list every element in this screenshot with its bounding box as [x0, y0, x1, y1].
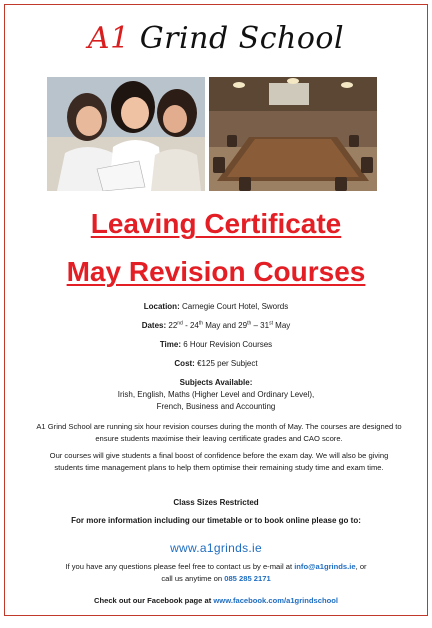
students-photo — [47, 77, 205, 191]
facebook-link[interactable]: www.facebook.com/a1grindschool — [213, 596, 339, 605]
date-2: 24 — [189, 321, 199, 330]
website-link[interactable]: www.a1grinds.ie — [170, 541, 262, 555]
dates-row — [5, 320, 427, 332]
cost-value: €125 per Subject — [197, 359, 258, 368]
date-dash-1: - — [182, 321, 190, 330]
date-3-suffix: th — [247, 320, 252, 327]
phone-number[interactable]: 085 285 2171 — [224, 573, 271, 583]
conference-room-photo — [209, 77, 377, 191]
date-2-suffix: th — [198, 320, 204, 327]
time-value: 6 Hour Revision Courses — [183, 340, 273, 349]
date-end: May — [272, 321, 291, 330]
subjects-line-1: Irish, English, Maths (Higher Level and Ordinary Level), — [117, 390, 315, 399]
date-4-suffix: st — [269, 320, 273, 327]
intro-paragraph: A1 Grind School are running six hour revision courses during the month of May. The courses are designed to ensure students maximise their leaving certificate grades and CAO score. — [36, 422, 402, 443]
date-1: 22 — [168, 321, 178, 330]
cost-label: Cost: — [174, 359, 195, 368]
date-mid: May and — [203, 321, 239, 330]
dates-label: Dates: — [141, 321, 167, 330]
flyer-page — [4, 4, 428, 616]
contact-info — [5, 561, 427, 584]
contact-email-pre: If you have any questions please feel free to contact us by e-mail at — [65, 562, 295, 571]
brand-logo — [5, 21, 427, 57]
class-sizes-note: Class Sizes Restricted — [173, 498, 259, 507]
cost-row — [5, 358, 427, 370]
time-label: Time: — [159, 340, 182, 349]
brand-a1: A1 — [87, 21, 130, 56]
location-label: Location: — [143, 302, 180, 311]
contact-line-2 — [5, 573, 427, 585]
location-row — [5, 301, 427, 313]
date-4: 31 — [260, 321, 270, 330]
headline-leaving-certificate: Leaving Certificate — [90, 208, 342, 239]
benefits-paragraph: Our courses will give students a final boost of confidence before the exam day. We will also be giving students time management plans to help them optimise their remaining study time and exam time. — [49, 451, 389, 472]
date-3: 29 — [238, 321, 248, 330]
course-details — [5, 301, 427, 413]
students-photo-illustration — [47, 77, 205, 191]
facebook-pre: Check out our Facebook page at — [93, 596, 214, 605]
date-dash-2: – — [251, 321, 261, 330]
brand-name: Grind School — [139, 21, 345, 56]
facebook-line — [5, 595, 427, 606]
subjects-label: Subjects Available: — [179, 378, 253, 387]
contact-line-1 — [5, 561, 427, 573]
subjects-line-2: French, Business and Accounting — [156, 402, 276, 411]
contact-email-post: , or — [355, 562, 367, 571]
headline-may-revision-courses: May Revision Courses — [66, 256, 366, 287]
conference-room-illustration — [209, 77, 377, 191]
more-info-note: For more information including our timetable or to book online please go to: — [71, 516, 361, 525]
contact-phone-pre: call us anytime on — [161, 573, 225, 583]
location-value: Carnegie Court Hotel, Swords — [181, 302, 289, 311]
email-link[interactable]: info@a1grinds.ie — [294, 562, 356, 571]
time-row — [5, 339, 427, 351]
subjects-block — [5, 377, 427, 413]
date-1-suffix: nd — [177, 320, 183, 327]
